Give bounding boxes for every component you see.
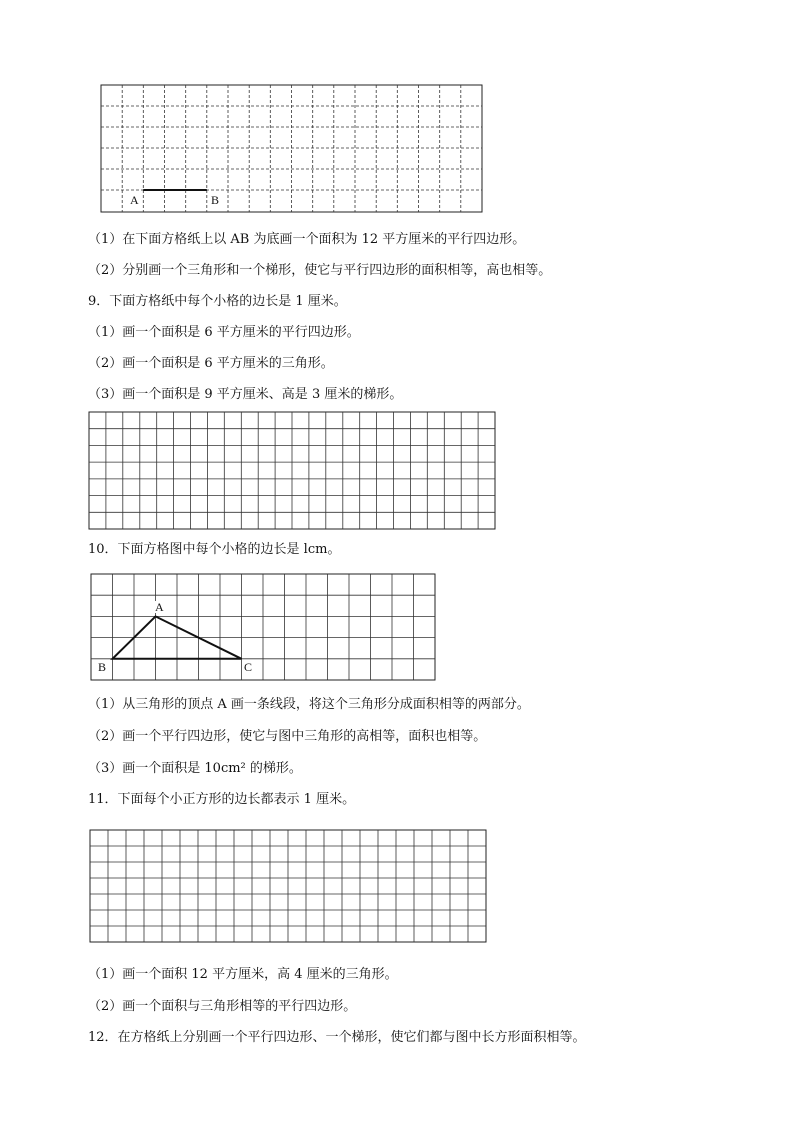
- grid1-label-b: B: [211, 193, 220, 207]
- triangle-label-a: A: [155, 600, 164, 614]
- grid-q10-triangle[interactable]: [90, 573, 438, 683]
- q10-item3: （3）画一个面积是 10cm² 的梯形。: [88, 761, 302, 776]
- q8-item2: （2）分别画一个三角形和一个梯形，使它与平行四边形的面积相等，高也相等。: [88, 263, 552, 278]
- q11-stem: 11．下面每个小正方形的边长都表示 1 厘米。: [88, 792, 356, 807]
- q8-item1: （1）在下面方格纸上以 AB 为底画一个面积为 12 平方厘米的平行四边形。: [88, 232, 526, 247]
- q10-item2: （2）画一个平行四边形，使它与图中三角形的高相等，面积也相等。: [88, 729, 487, 744]
- q11-item1: （1）画一个面积 12 平方厘米，高 4 厘米的三角形。: [88, 967, 398, 982]
- q10-stem: 10．下面方格图中每个小格的边长是 lcm。: [88, 542, 341, 557]
- dashed-grid-ab[interactable]: [100, 84, 484, 214]
- triangle-label-b: B: [98, 660, 107, 674]
- q10-item1: （1）从三角形的顶点 A 画一条线段，将这个三角形分成面积相等的两部分。: [88, 697, 530, 712]
- triangle-label-c: C: [244, 660, 253, 674]
- grid-q9[interactable]: [88, 411, 498, 531]
- q9-item3: （3）画一个面积是 9 平方厘米、高是 3 厘米的梯形。: [88, 387, 403, 402]
- q12-stem: 12．在方格纸上分别画一个平行四边形、一个梯形，使它们都与图中长方形面积相等。: [88, 1030, 586, 1045]
- grid-q11[interactable]: [89, 829, 489, 945]
- q9-item2: （2）画一个面积是 6 平方厘米的三角形。: [88, 356, 334, 371]
- q11-item2: （2）画一个面积与三角形相等的平行四边形。: [88, 999, 357, 1014]
- grid1-label-a: A: [130, 193, 139, 207]
- q9-stem: 9．下面方格纸中每个小格的边长是 1 厘米。: [88, 294, 347, 309]
- q9-item1: （1）画一个面积是 6 平方厘米的平行四边形。: [88, 325, 360, 340]
